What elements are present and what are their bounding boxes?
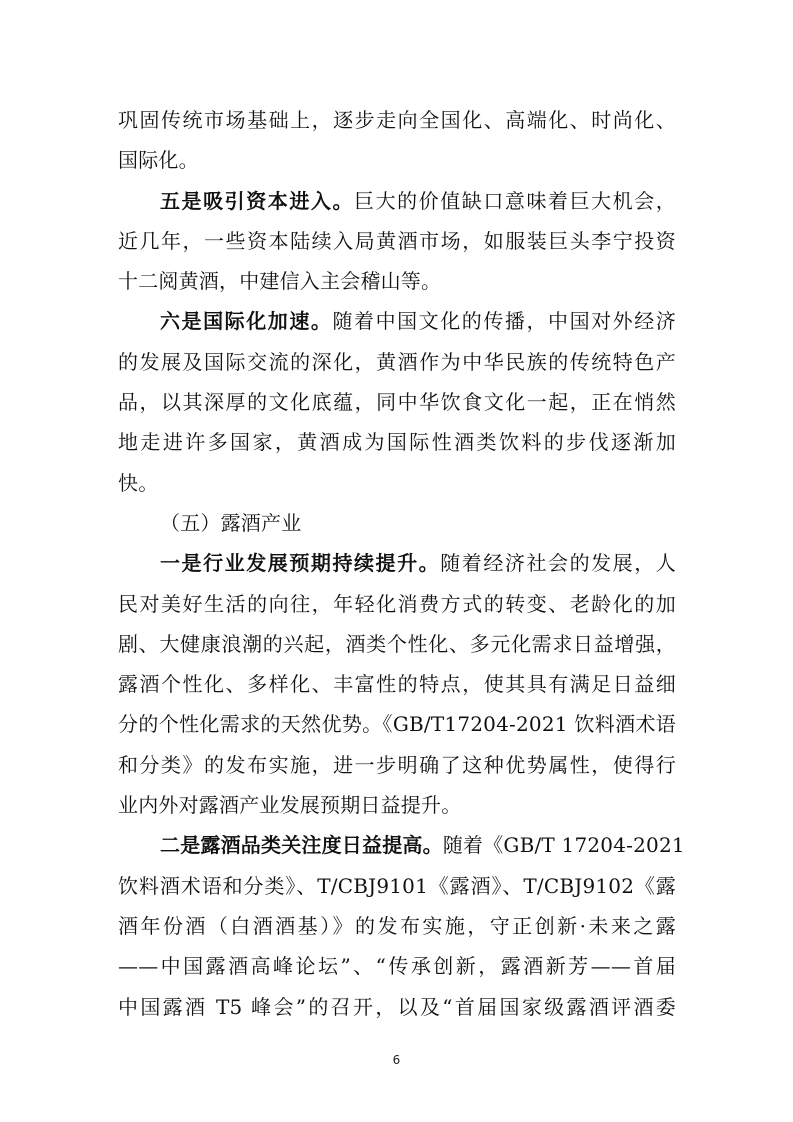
paragraph-line: 饮料酒术语和分类》、T/CBJ9101《露酒》、T/CBJ9102《露 bbox=[118, 873, 676, 898]
paragraph-line: 中国露酒 T5 峰会”的召开，以及“首届国家级露酒评酒委 bbox=[118, 994, 676, 1019]
paragraph-line: 民对美好生活的向往，年轻化消费方式的转变、老龄化的加 bbox=[118, 591, 676, 616]
paragraph-text: 随着中国文化的传播，中国对外经济 bbox=[332, 309, 676, 334]
paragraph-line: 十二阅黄酒，中建信入主会稽山等。 bbox=[118, 269, 442, 294]
page-number: 6 bbox=[392, 1053, 401, 1067]
paragraph-text: 随着经济社会的发展，人 bbox=[440, 551, 676, 576]
section-heading: （五）露酒产业 bbox=[160, 510, 302, 535]
paragraph-line: 地走进许多国家，黄酒成为国际性酒类饮料的步伐逐渐加 bbox=[118, 430, 676, 455]
paragraph-line: 近几年，一些资本陆续入局黄酒市场，如服装巨头李宁投资 bbox=[118, 228, 676, 253]
paragraph-lead: 五是吸引资本进入。 bbox=[160, 188, 355, 213]
paragraph-lead: 一是行业发展预期持续提升。 bbox=[160, 551, 441, 576]
paragraph-line: 酒年份酒（白酒酒基）》的发布实施，守正创新·未来之露 bbox=[118, 913, 676, 938]
document-page bbox=[118, 100, 685, 1027]
paragraph-lead: 二是露酒品类关注度日益提高。 bbox=[160, 833, 443, 858]
paragraph-text: 巨大的价值缺口意味着巨大机会， bbox=[354, 188, 676, 213]
paragraph-line: 剧、大健康浪潮的兴起，酒类个性化、多元化需求日益增强， bbox=[118, 631, 676, 656]
paragraph-line: 巩固传统市场基础上，逐步走向全国化、高端化、时尚化、 bbox=[118, 108, 676, 132]
paragraph-line: 的发展及国际交流的深化，黄酒作为中华民族的传统特色产 bbox=[118, 349, 676, 374]
paragraph-line: ——中国露酒高峰论坛”、“传承创新，露酒新芳——首届 bbox=[118, 954, 676, 979]
paragraph-line bbox=[118, 181, 676, 221]
paragraph-line: 露酒个性化、多样化、丰富性的特点，使其具有满足日益细 bbox=[118, 672, 676, 697]
paragraph-line: 和分类》的发布实施，进一步明确了这种优势属性，使得行 bbox=[118, 752, 676, 777]
paragraph-line bbox=[118, 825, 685, 865]
paragraph-line: 分的个性化需求的天然优势。《GB/T17204-2021 饮料酒术语 bbox=[118, 712, 676, 737]
paragraph-line: 品，以其深厚的文化底蕴，同中华饮食文化一起，正在悄然 bbox=[118, 390, 676, 415]
paragraph-line bbox=[118, 301, 676, 341]
paragraph-line: 快。 bbox=[118, 470, 159, 495]
paragraph-line bbox=[118, 543, 676, 583]
paragraph-line: 国际化。 bbox=[118, 148, 199, 173]
paragraph-line: 业内外对露酒产业发展预期日益提升。 bbox=[118, 793, 462, 818]
paragraph-lead: 六是国际化加速。 bbox=[160, 309, 333, 334]
paragraph-text: 随着《GB/T 17204-2021 bbox=[442, 833, 685, 858]
